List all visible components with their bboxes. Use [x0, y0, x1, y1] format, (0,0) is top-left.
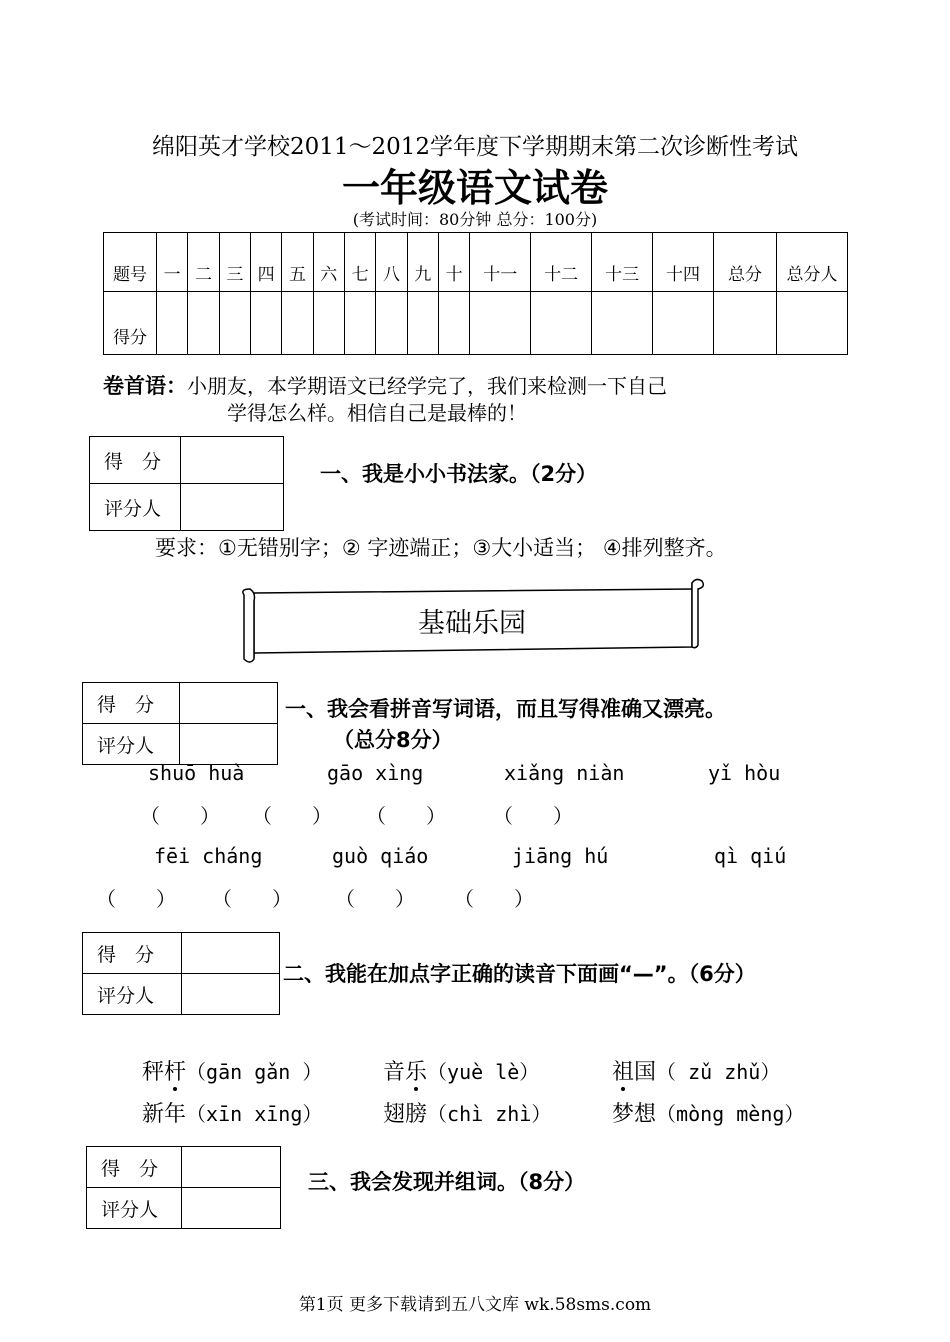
table-cell: 三 [219, 233, 250, 292]
score-field[interactable] [180, 683, 278, 724]
char: 音 [383, 1060, 406, 1085]
dotted-char: 乐 [405, 1060, 428, 1085]
table-cell: 十四 [653, 233, 714, 292]
dotted-char: 祖 [612, 1060, 635, 1085]
score-cell[interactable] [777, 292, 848, 355]
pronunciation-options[interactable]: （xīn xīng） [186, 1102, 323, 1126]
pronunciation-options[interactable]: （ zǔ zhǔ） [656, 1060, 781, 1084]
pinyin-item: jiāng hú [512, 844, 609, 868]
answer-blank[interactable]: （ ） [252, 804, 332, 828]
pronunciation-item [142, 1055, 322, 1086]
grader-box [82, 932, 280, 1015]
char: 新 [142, 1102, 165, 1127]
pronunciation-item [612, 1097, 804, 1128]
grader-field[interactable] [182, 1188, 281, 1229]
pronunciation-item [612, 1055, 780, 1086]
pronunciation-item [383, 1097, 551, 1128]
banner-scroll [236, 575, 706, 665]
page-title: 一年级语文试卷 [341, 166, 608, 210]
answer-blank[interactable]: （ ） [366, 804, 446, 828]
pronunciation-options[interactable]: （yuè lè） [427, 1060, 540, 1084]
table-cell: 二 [188, 233, 219, 292]
preface-text: 小朋友，本学期语文已经学完了，我们来检测一下自己 [187, 374, 667, 398]
pronunciation-item [383, 1055, 539, 1086]
table-cell: 七 [344, 233, 375, 292]
table-cell: 五 [282, 233, 313, 292]
pinyin-item: fēi cháng [154, 844, 263, 868]
table-cell: 十 [438, 233, 469, 292]
table-cell: 总分人 [777, 233, 848, 292]
score-field[interactable] [182, 933, 280, 974]
pinyin-item: guò qiáo [332, 844, 429, 868]
grader-label: 评分人 [83, 724, 180, 765]
school-header: 绵阳英才学校2011～2012学年度下学期期末第二次诊断性考试 [151, 134, 799, 160]
table-cell: 十二 [531, 233, 592, 292]
score-cell[interactable] [592, 292, 653, 355]
char: 想 [634, 1102, 657, 1127]
calligraphy-requirements: 要求：①无错别字；② 字迹端正；③大小适当； ④排列整齐。 [155, 536, 727, 560]
pinyin-item: xiǎng niàn [504, 761, 625, 785]
answer-blank[interactable]: （ ） [335, 887, 415, 911]
scroll-right-roll [692, 579, 703, 647]
q1-score: （总分8分） [333, 728, 453, 752]
score-label: 得 分 [83, 683, 180, 724]
grader-label: 评分人 [90, 484, 181, 531]
answer-blank[interactable]: （ ） [454, 887, 534, 911]
score-label: 得 分 [87, 1147, 182, 1188]
score-cell[interactable] [407, 292, 438, 355]
score-cell[interactable] [470, 292, 531, 355]
table-cell: 八 [376, 233, 407, 292]
score-cell[interactable] [653, 292, 714, 355]
q2-title: 二、我能在加点字正确的读音下面画“—”。（6分） [283, 962, 756, 986]
dotted-char: 杆 [164, 1060, 187, 1085]
score-cell[interactable] [219, 292, 250, 355]
score-field[interactable] [182, 1147, 281, 1188]
scroll-left-roll [243, 589, 255, 662]
char: 年 [164, 1102, 187, 1127]
table-cell: 十三 [592, 233, 653, 292]
char: 梦 [612, 1102, 635, 1127]
pronunciation-item [142, 1097, 322, 1128]
exam-info: (考试时间：80分钟 总分：100分) [352, 210, 598, 229]
pronunciation-options[interactable]: （gān gǎn ） [186, 1060, 323, 1084]
score-cell[interactable] [438, 292, 469, 355]
pinyin-item: gāo xìng [327, 761, 424, 785]
answer-blank[interactable]: （ ） [96, 887, 176, 911]
score-cell[interactable] [313, 292, 344, 355]
grader-box [89, 436, 284, 531]
table-cell: 九 [407, 233, 438, 292]
page-footer: 第1页 更多下载请到五八文库 wk.58sms.com [298, 1295, 652, 1315]
score-cell[interactable] [376, 292, 407, 355]
grader-field[interactable] [180, 724, 278, 765]
q1-title: 一、我会看拼音写词语，而且写得准确又漂亮。 [285, 697, 726, 721]
score-cell[interactable] [344, 292, 375, 355]
grader-box [86, 1146, 281, 1229]
banner-text: 基础乐园 [418, 608, 526, 639]
pronunciation-options[interactable]: （mòng mèng） [656, 1102, 805, 1126]
score-cell[interactable] [188, 292, 219, 355]
table-cell: 十一 [470, 233, 531, 292]
score-label: 得 分 [83, 933, 182, 974]
answer-blank[interactable]: （ ） [140, 804, 220, 828]
score-label: 得 分 [90, 437, 181, 484]
grader-field[interactable] [182, 974, 280, 1015]
grader-box [82, 682, 278, 765]
pronunciation-options[interactable]: （chì zhì） [427, 1102, 552, 1126]
char: 国 [634, 1060, 657, 1085]
score-cell[interactable] [250, 292, 281, 355]
score-table-score-row [104, 292, 848, 355]
preface-line2: 学得怎么样。相信自己是最棒的！ [227, 401, 527, 425]
score-table [103, 232, 848, 355]
grader-field[interactable] [181, 484, 284, 531]
q3-title: 三、我会发现并组词。（8分） [308, 1170, 586, 1194]
score-cell[interactable] [282, 292, 313, 355]
pinyin-item: shuō huà [148, 761, 245, 785]
section-calligraphy-title: 一、我是小小书法家。（2分） [320, 462, 598, 486]
char: 秤 [142, 1060, 165, 1085]
table-cell: 题号 [104, 233, 157, 292]
pinyin-item: qì qiú [714, 844, 787, 868]
answer-blank[interactable]: （ ） [212, 887, 292, 911]
score-cell[interactable] [531, 292, 592, 355]
score-cell[interactable] [714, 292, 777, 355]
table-cell: 四 [250, 233, 281, 292]
table-cell: 一 [157, 233, 188, 292]
score-field[interactable] [181, 437, 284, 484]
preface-label: 卷首语： [103, 374, 187, 398]
char: 翅 [383, 1102, 406, 1127]
score-cell[interactable] [157, 292, 188, 355]
grader-label: 评分人 [87, 1188, 182, 1229]
char: 膀 [405, 1102, 428, 1127]
table-cell: 得分 [104, 292, 157, 355]
score-table-header-row [104, 233, 848, 292]
table-cell: 六 [313, 233, 344, 292]
grader-label: 评分人 [83, 974, 182, 1015]
table-cell: 总分 [714, 233, 777, 292]
answer-blank[interactable]: （ ） [493, 804, 573, 828]
pinyin-item: yǐ hòu [708, 761, 781, 785]
preface-line1 [103, 370, 667, 400]
